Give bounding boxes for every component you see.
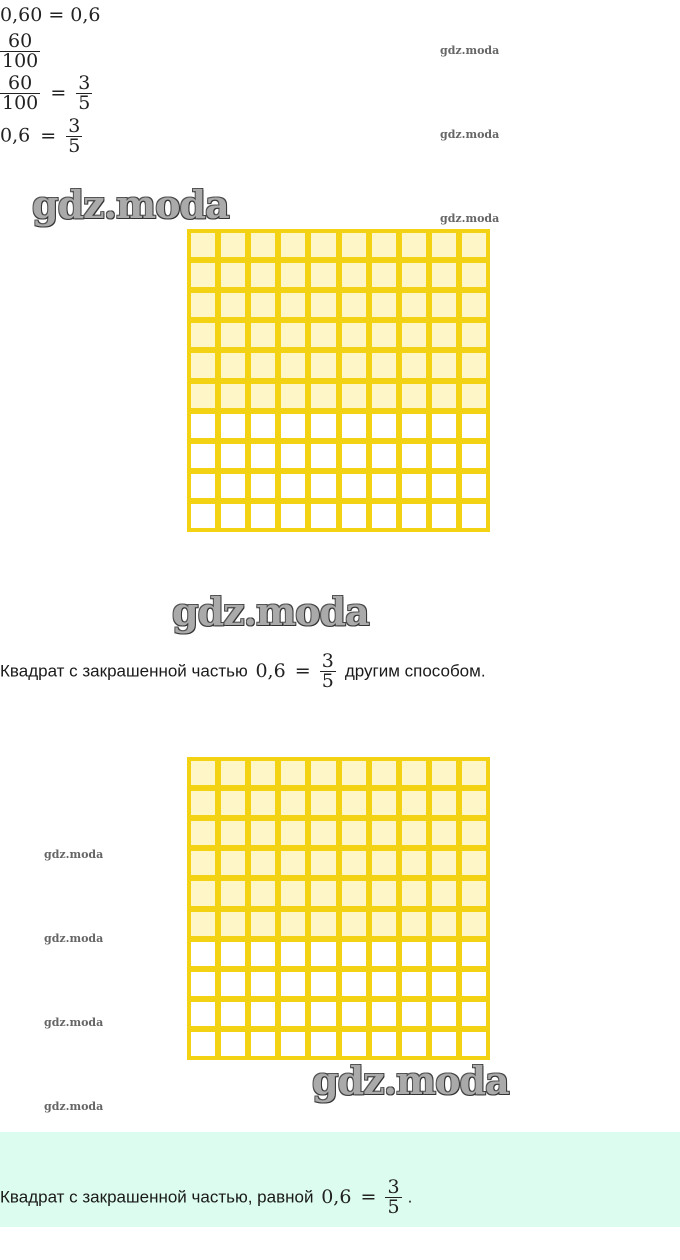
grid-cell-shaded xyxy=(281,384,305,408)
grid-cell xyxy=(342,414,366,438)
grid-cell xyxy=(281,1032,305,1056)
grid-cell-shaded xyxy=(432,881,456,905)
caption-text-after: другим способом. xyxy=(344,661,486,681)
grid-cell-shaded xyxy=(342,353,366,377)
grid-cell-shaded xyxy=(221,851,245,875)
grid-cell-shaded xyxy=(281,323,305,347)
grid-cell xyxy=(372,414,396,438)
grid-cell-shaded xyxy=(251,912,275,936)
grid-cell xyxy=(221,504,245,528)
answer-math xyxy=(321,1176,407,1218)
grid-cell xyxy=(432,504,456,528)
grid-cell xyxy=(462,1002,486,1026)
grid-cell-shaded xyxy=(191,791,215,815)
grid-cell-shaded xyxy=(221,881,245,905)
fraction xyxy=(385,1178,401,1217)
grid-cell xyxy=(281,504,305,528)
equals-sign: = xyxy=(50,81,67,104)
grid-cell xyxy=(191,942,215,966)
grid-cell xyxy=(311,414,335,438)
grid-cell-shaded xyxy=(402,353,426,377)
grid-cell xyxy=(191,474,215,498)
denominator: 100 xyxy=(2,92,39,114)
grid-cell-shaded xyxy=(191,761,215,785)
grid-cell-shaded xyxy=(402,293,426,317)
grid-cell-shaded xyxy=(311,912,335,936)
grid-cell-shaded xyxy=(221,821,245,845)
grid-cell xyxy=(462,504,486,528)
grid-cell-shaded xyxy=(342,791,366,815)
grid-cell xyxy=(311,972,335,996)
grid-cell-shaded xyxy=(281,761,305,785)
grid-cell-shaded xyxy=(462,791,486,815)
fraction xyxy=(0,32,40,71)
grid-cell-shaded xyxy=(191,881,215,905)
grid-cell xyxy=(251,414,275,438)
grid-cell xyxy=(251,504,275,528)
grid-cell xyxy=(221,474,245,498)
grid-cell xyxy=(432,1032,456,1056)
grid-cell-shaded xyxy=(462,881,486,905)
grid-cell xyxy=(251,942,275,966)
watermark: gdz.moda xyxy=(44,848,104,861)
grid-cell-shaded xyxy=(462,384,486,408)
grid-cell-shaded xyxy=(342,384,366,408)
grid-cell-shaded xyxy=(342,851,366,875)
grid-cell-shaded xyxy=(432,791,456,815)
numerator: 60 xyxy=(8,30,33,52)
grid-cell-shaded xyxy=(251,761,275,785)
grid-cell xyxy=(342,444,366,468)
grid-cell-shaded xyxy=(281,293,305,317)
grid-cell xyxy=(191,444,215,468)
grid-cell xyxy=(462,444,486,468)
hundred-square-grid xyxy=(187,757,490,1060)
grid-cell-shaded xyxy=(372,323,396,347)
grid-cell-shaded xyxy=(372,881,396,905)
grid-cell xyxy=(311,1002,335,1026)
grid-cell-shaded xyxy=(221,761,245,785)
grid-cell xyxy=(342,942,366,966)
grid-cell xyxy=(311,504,335,528)
grid-cell xyxy=(251,1002,275,1026)
grid-cell xyxy=(281,972,305,996)
grid-cell xyxy=(281,942,305,966)
grid-cell xyxy=(402,942,426,966)
grid-cell-shaded xyxy=(311,384,335,408)
grid-cell-shaded xyxy=(402,851,426,875)
fraction xyxy=(66,117,82,156)
grid-cell-shaded xyxy=(402,912,426,936)
grid-cell-shaded xyxy=(462,761,486,785)
grid-cell-shaded xyxy=(281,263,305,287)
fraction xyxy=(76,74,92,113)
equals-sign: = xyxy=(294,659,311,682)
grid-cell-shaded xyxy=(342,323,366,347)
grid-cell-shaded xyxy=(191,293,215,317)
grid-cell xyxy=(281,414,305,438)
grid-cell xyxy=(281,474,305,498)
grid-cell xyxy=(251,1032,275,1056)
watermark: gdz.moda xyxy=(440,212,500,225)
grid-cell-shaded xyxy=(221,912,245,936)
grid-cell xyxy=(342,1002,366,1026)
grid-cell-shaded xyxy=(221,353,245,377)
grid-cell-shaded xyxy=(191,263,215,287)
grid-cell-shaded xyxy=(432,353,456,377)
grid-cell-shaded xyxy=(251,353,275,377)
grid-cell xyxy=(432,414,456,438)
grid-cell-shaded xyxy=(221,293,245,317)
grid-cell xyxy=(342,972,366,996)
grid-cell-shaded xyxy=(251,881,275,905)
grid-cell-shaded xyxy=(432,323,456,347)
grid-cell xyxy=(311,474,335,498)
decimal-value: 0,6 xyxy=(255,659,286,682)
watermark: gdz.moda xyxy=(440,44,500,57)
grid-cell-shaded xyxy=(462,821,486,845)
grid-cell-shaded xyxy=(402,263,426,287)
answer-period: . xyxy=(407,1187,413,1207)
grid-cell-shaded xyxy=(402,761,426,785)
watermark-large: gdz.moda xyxy=(32,182,229,227)
grid-cell-shaded xyxy=(342,821,366,845)
numerator: 3 xyxy=(321,650,334,672)
grid-cell-shaded xyxy=(281,851,305,875)
grid-cell-shaded xyxy=(462,851,486,875)
grid-cell-shaded xyxy=(372,851,396,875)
grid-cell-shaded xyxy=(402,881,426,905)
grid-cell xyxy=(221,444,245,468)
grid-cell-shaded xyxy=(311,233,335,257)
grid-cell-shaded xyxy=(191,323,215,347)
grid-cell-shaded xyxy=(281,912,305,936)
grid-cell-shaded xyxy=(402,384,426,408)
hundred-square-grid xyxy=(187,229,490,532)
denominator: 5 xyxy=(78,92,91,114)
grid-cell-shaded xyxy=(311,851,335,875)
grid-cell-shaded xyxy=(432,912,456,936)
grid-cell-shaded xyxy=(402,233,426,257)
watermark-large: gdz.moda xyxy=(172,589,369,634)
grid-cell xyxy=(402,504,426,528)
grid-cell-shaded xyxy=(372,791,396,815)
grid-cell-shaded xyxy=(432,263,456,287)
watermark: gdz.moda xyxy=(44,932,104,945)
grid-cell-shaded xyxy=(191,384,215,408)
grid-cell-shaded xyxy=(311,881,335,905)
grid-cell-shaded xyxy=(251,384,275,408)
grid-cell-shaded xyxy=(372,293,396,317)
grid-cell-shaded xyxy=(432,851,456,875)
answer-text xyxy=(0,1178,412,1217)
grid-cell-shaded xyxy=(251,293,275,317)
grid-cell xyxy=(311,942,335,966)
numerator: 3 xyxy=(387,1176,400,1198)
grid-cell xyxy=(372,444,396,468)
equals-sign: = xyxy=(40,124,57,147)
equation-line-4 xyxy=(0,117,82,156)
grid-cell xyxy=(462,972,486,996)
grid-cell xyxy=(402,444,426,468)
grid-cell xyxy=(221,1032,245,1056)
caption-text-before: Квадрат с закрашенной частью xyxy=(0,661,248,681)
grid-cell xyxy=(191,414,215,438)
denominator: 100 xyxy=(2,50,39,72)
grid-cell-shaded xyxy=(251,821,275,845)
grid-cell-shaded xyxy=(251,323,275,347)
grid-cell-shaded xyxy=(462,293,486,317)
grid-cell-shaded xyxy=(221,263,245,287)
grid-cell-shaded xyxy=(311,353,335,377)
grid-cell-shaded xyxy=(311,263,335,287)
grid-cell-shaded xyxy=(191,912,215,936)
grid-cell xyxy=(432,942,456,966)
grid-cell-shaded xyxy=(221,791,245,815)
grid-cell xyxy=(402,474,426,498)
grid-cell xyxy=(221,942,245,966)
grid-cell-shaded xyxy=(342,293,366,317)
caption-math xyxy=(255,650,341,692)
grid-cell-shaded xyxy=(342,263,366,287)
equals-sign: = xyxy=(360,1185,377,1208)
grid-cell xyxy=(372,942,396,966)
grid-cell xyxy=(462,474,486,498)
grid-cell xyxy=(372,1002,396,1026)
decimal-value: 0,6 xyxy=(321,1185,352,1208)
grid-cell-shaded xyxy=(462,263,486,287)
grid-cell-shaded xyxy=(251,791,275,815)
grid-cell-shaded xyxy=(372,821,396,845)
grid-cell xyxy=(191,1002,215,1026)
grid-cell-shaded xyxy=(191,851,215,875)
grid-cell-shaded xyxy=(462,323,486,347)
grid-cell-shaded xyxy=(402,323,426,347)
grid-cell-shaded xyxy=(432,233,456,257)
equation-line-3 xyxy=(0,74,92,113)
grid-cell xyxy=(221,972,245,996)
caption xyxy=(0,652,486,691)
denominator: 5 xyxy=(387,1196,400,1218)
denominator: 5 xyxy=(321,670,334,692)
denominator: 5 xyxy=(68,135,81,157)
grid-cell-shaded xyxy=(311,323,335,347)
grid-cell xyxy=(432,972,456,996)
grid-cell-shaded xyxy=(281,821,305,845)
grid-cell xyxy=(402,1032,426,1056)
grid-cell-shaded xyxy=(251,263,275,287)
grid-cell xyxy=(372,504,396,528)
grid-cell-shaded xyxy=(342,761,366,785)
grid-cell-shaded xyxy=(281,791,305,815)
grid-cell-shaded xyxy=(372,912,396,936)
grid-cell-shaded xyxy=(221,233,245,257)
grid-cell xyxy=(281,1002,305,1026)
grid-cell-shaded xyxy=(372,384,396,408)
answer-text-before: Квадрат с закрашенной частью, равной xyxy=(0,1187,314,1207)
watermark: gdz.moda xyxy=(44,1100,104,1113)
grid-cell xyxy=(311,444,335,468)
grid-cell-shaded xyxy=(372,263,396,287)
grid-cell-shaded xyxy=(281,233,305,257)
grid-cell-shaded xyxy=(311,761,335,785)
equation-line-1 xyxy=(0,4,101,26)
grid-cell-shaded xyxy=(432,761,456,785)
grid-cell-shaded xyxy=(432,821,456,845)
grid-cell xyxy=(402,972,426,996)
grid-cell xyxy=(281,444,305,468)
grid-cell-shaded xyxy=(402,791,426,815)
grid-cell xyxy=(372,474,396,498)
grid-cell xyxy=(191,972,215,996)
grid-cell-shaded xyxy=(372,761,396,785)
grid-cell-shaded xyxy=(432,384,456,408)
numerator: 3 xyxy=(68,115,81,137)
grid-cell-shaded xyxy=(342,881,366,905)
numerator: 60 xyxy=(8,72,33,94)
answer-box xyxy=(0,1132,680,1227)
equation-text: 0,60 = 0,6 xyxy=(0,4,101,26)
grid-cell xyxy=(221,414,245,438)
grid-cell-shaded xyxy=(372,353,396,377)
grid-cell xyxy=(251,972,275,996)
grid-cell-shaded xyxy=(342,233,366,257)
grid-cell xyxy=(251,444,275,468)
fraction xyxy=(0,74,40,113)
grid-cell-shaded xyxy=(462,233,486,257)
numerator: 3 xyxy=(78,72,91,94)
grid-cell-shaded xyxy=(191,821,215,845)
grid-cell-shaded xyxy=(281,881,305,905)
fraction xyxy=(320,652,336,691)
grid-cell-shaded xyxy=(281,353,305,377)
watermark: gdz.moda xyxy=(44,1016,104,1029)
grid-cell xyxy=(432,444,456,468)
watermark: gdz.moda xyxy=(440,128,500,141)
grid-cell-shaded xyxy=(342,912,366,936)
grid-cell-shaded xyxy=(251,851,275,875)
grid-cell xyxy=(311,1032,335,1056)
grid-cell-shaded xyxy=(432,293,456,317)
grid-cell-shaded xyxy=(311,293,335,317)
grid-cell-shaded xyxy=(372,233,396,257)
grid-cell-shaded xyxy=(191,233,215,257)
grid-cell xyxy=(251,474,275,498)
grid-cell xyxy=(191,504,215,528)
grid-cell xyxy=(191,1032,215,1056)
grid-cell xyxy=(342,504,366,528)
grid-cell-shaded xyxy=(221,323,245,347)
watermark-large: gdz.moda xyxy=(312,1058,509,1103)
grid-cell xyxy=(462,1032,486,1056)
grid-cell xyxy=(432,1002,456,1026)
grid-cell-shaded xyxy=(221,384,245,408)
grid-cell-shaded xyxy=(402,821,426,845)
grid-cell xyxy=(462,942,486,966)
grid-cell xyxy=(221,1002,245,1026)
grid-cell xyxy=(462,414,486,438)
grid-cell-shaded xyxy=(251,233,275,257)
decimal-value: 0,6 xyxy=(0,124,31,147)
grid-cell-shaded xyxy=(311,821,335,845)
grid-cell xyxy=(372,1032,396,1056)
grid-cell xyxy=(342,474,366,498)
grid-cell xyxy=(342,1032,366,1056)
grid-cell-shaded xyxy=(462,353,486,377)
grid-cell xyxy=(372,972,396,996)
grid-cell-shaded xyxy=(311,791,335,815)
grid-cell-shaded xyxy=(462,912,486,936)
fraction-60-100 xyxy=(0,32,40,71)
grid-cell-shaded xyxy=(191,353,215,377)
grid-cell xyxy=(432,474,456,498)
grid-cell xyxy=(402,1002,426,1026)
grid-cell xyxy=(402,414,426,438)
